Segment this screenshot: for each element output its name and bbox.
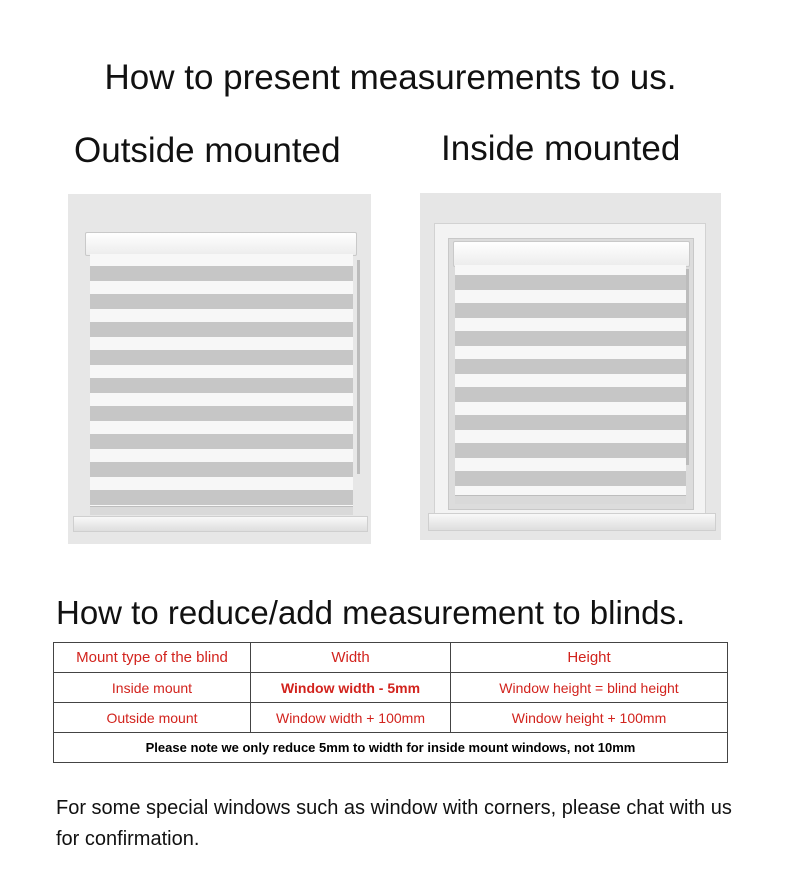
zebra-blind-fabric [90, 254, 353, 510]
table-header-row [54, 643, 728, 673]
header-width: Width [251, 643, 451, 673]
window-sill [428, 513, 716, 531]
cell-width: Window width - 5mm [251, 673, 451, 703]
blind-chain [357, 260, 360, 474]
blind-stripe [90, 266, 353, 281]
blind-stripe [455, 415, 686, 430]
cell-height: Window height + 100mm [451, 703, 728, 733]
inside-mounted-photo [420, 193, 721, 540]
blind-stripe [90, 350, 353, 365]
blind-stripe [90, 490, 353, 505]
page-title: How to present measurements to us. [104, 58, 677, 97]
blind-cassette [85, 232, 357, 256]
blind-stripe [455, 471, 686, 486]
blind-stripe [455, 331, 686, 346]
table-note: Please note we only reduce 5mm to width for inside mount windows, not 10mm [54, 733, 728, 763]
blind-stripe [90, 294, 353, 309]
blind-stripe [455, 275, 686, 290]
outside-mounted-heading: Outside mounted [74, 131, 341, 170]
blind-stripe [90, 322, 353, 337]
cell-width: Window width + 100mm [251, 703, 451, 733]
blind-stripe [455, 359, 686, 374]
cell-mount-type: Inside mount [54, 673, 251, 703]
table-note-row [54, 733, 728, 763]
blind-cassette [453, 241, 690, 267]
blind-bottom-bar [90, 506, 353, 515]
table-row [54, 703, 728, 733]
blind-stripe [90, 378, 353, 393]
table-row [54, 673, 728, 703]
blind-stripe [455, 303, 686, 318]
zebra-blind-fabric [455, 265, 686, 501]
window-sill [73, 516, 368, 532]
footer-note: For some special windows such as window with corners, please chat with us for confirmation. [56, 797, 732, 850]
measurement-table [53, 642, 728, 763]
section-heading: How to reduce/add measurement to blinds. [56, 594, 686, 631]
blind-stripe [90, 406, 353, 421]
outside-mounted-photo [68, 194, 371, 544]
header-height: Height [451, 643, 728, 673]
blind-stripe [90, 434, 353, 449]
header-mount-type: Mount type of the blind [54, 643, 251, 673]
blind-stripe [455, 387, 686, 402]
cell-height: Window height = blind height [451, 673, 728, 703]
blind-bottom-bar [455, 495, 686, 504]
cell-mount-type: Outside mount [54, 703, 251, 733]
blind-stripe [455, 443, 686, 458]
blind-stripe [90, 462, 353, 477]
inside-mounted-heading: Inside mounted [441, 129, 681, 168]
blind-chain [686, 269, 689, 465]
